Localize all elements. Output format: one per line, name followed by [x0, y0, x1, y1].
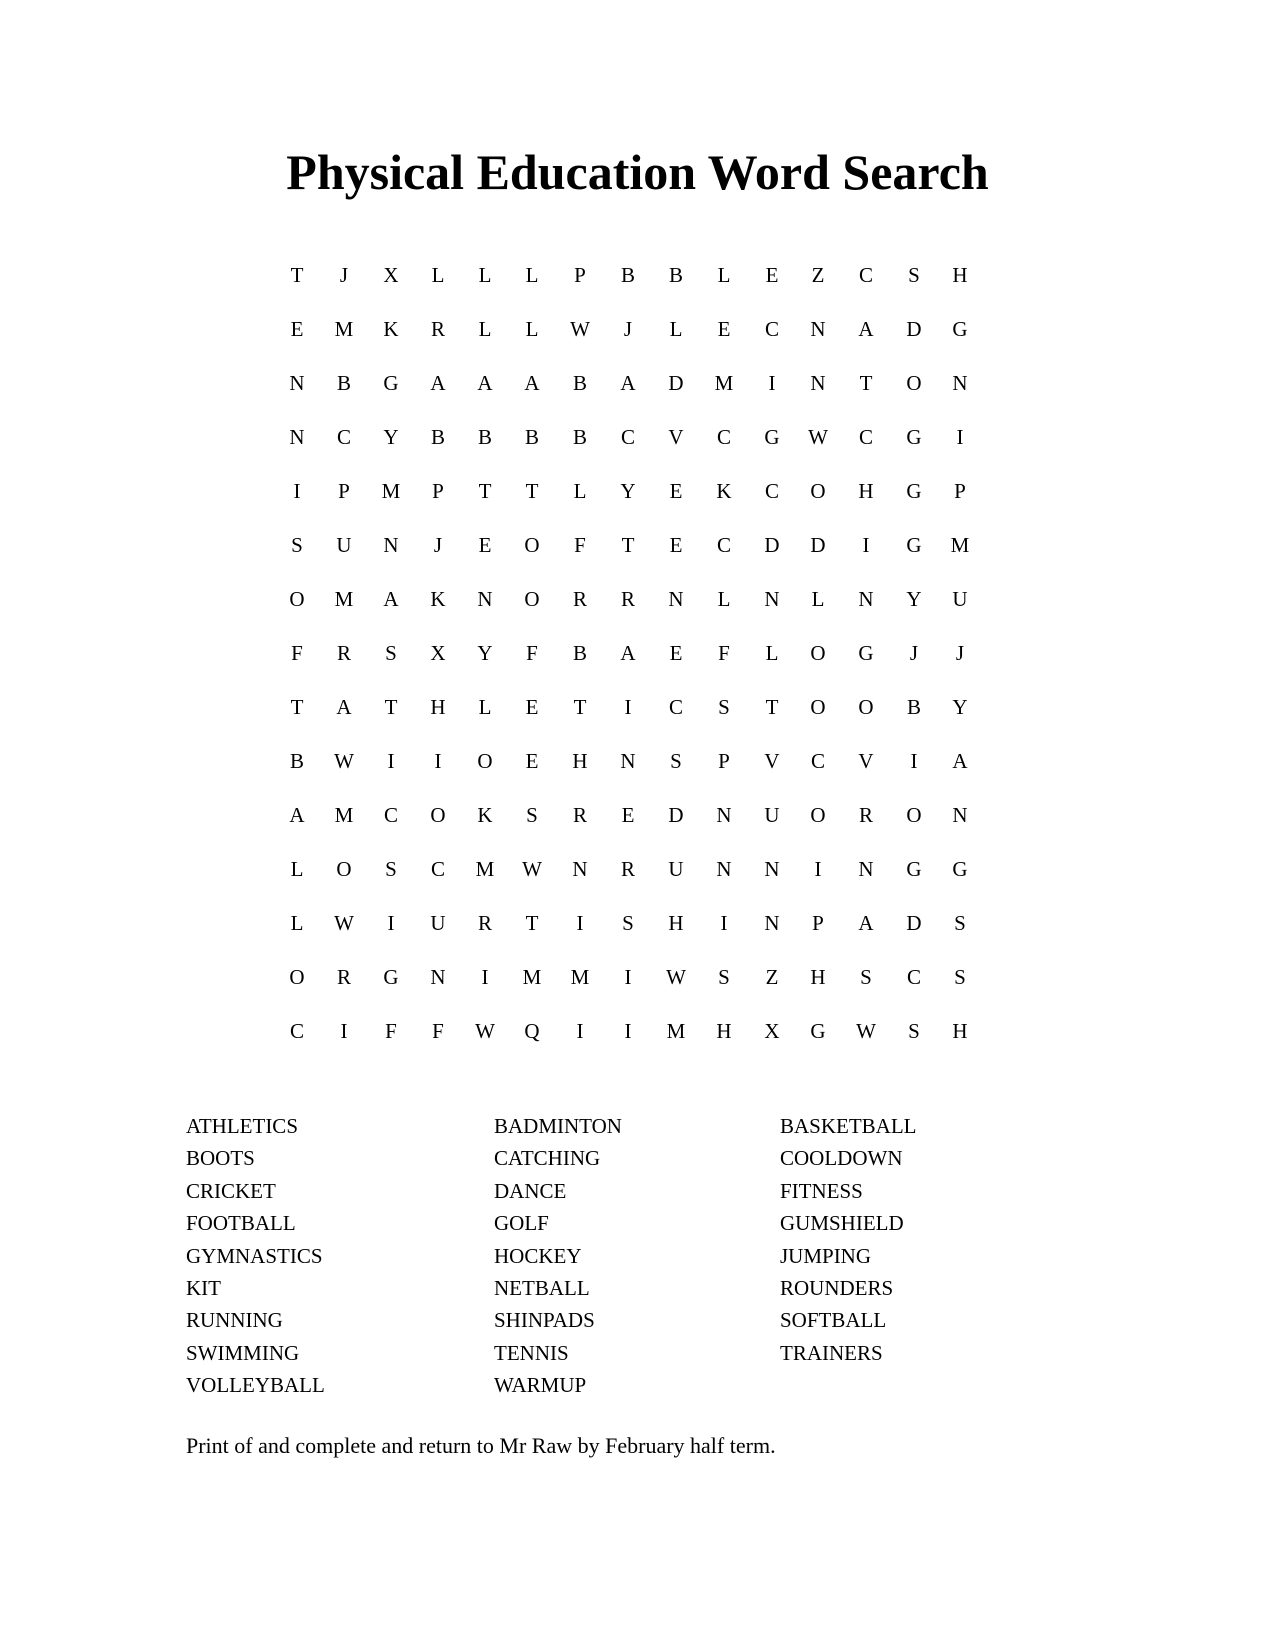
grid-letter[interactable]: G: [383, 371, 399, 395]
grid-letter[interactable]: P: [338, 479, 350, 503]
grid-letter[interactable]: G: [383, 965, 399, 989]
grid-letter[interactable]: N: [289, 425, 305, 449]
grid-letter[interactable]: N: [764, 857, 780, 881]
grid-letter[interactable]: R: [858, 803, 873, 827]
grid-letter[interactable]: C: [716, 533, 731, 557]
grid-letter[interactable]: C: [336, 425, 351, 449]
word-list-column-2: [494, 1110, 622, 1402]
grid-letter[interactable]: B: [572, 425, 587, 449]
grid-letter[interactable]: E: [525, 749, 539, 773]
grid-letter[interactable]: L: [478, 317, 492, 341]
grid-letter[interactable]: T: [290, 695, 304, 719]
grid-letter[interactable]: B: [477, 425, 492, 449]
grid-letter[interactable]: I: [387, 749, 395, 773]
grid-letter[interactable]: S: [908, 263, 920, 287]
grid-letter[interactable]: N: [620, 749, 636, 773]
grid-letter[interactable]: A: [336, 695, 352, 719]
grid-letter[interactable]: N: [764, 587, 780, 611]
grid-letter[interactable]: J: [433, 533, 443, 557]
grid-letter[interactable]: O: [810, 641, 826, 665]
grid-letter[interactable]: W: [666, 965, 686, 989]
grid-letter[interactable]: D: [668, 803, 684, 827]
grid-letter[interactable]: X: [383, 263, 399, 287]
word-list-item: HOCKEY: [494, 1243, 582, 1268]
grid-letter[interactable]: R: [620, 587, 635, 611]
grid-letter[interactable]: A: [620, 641, 636, 665]
grid-letter[interactable]: O: [289, 587, 305, 611]
grid-letter[interactable]: S: [718, 695, 730, 719]
word-list-item: TENNIS: [494, 1340, 569, 1365]
grid-letter[interactable]: L: [525, 317, 539, 341]
grid-letter[interactable]: V: [764, 749, 780, 773]
grid-letter[interactable]: Y: [906, 587, 922, 611]
grid-letter[interactable]: G: [906, 479, 922, 503]
grid-letter[interactable]: U: [952, 587, 968, 611]
grid-letter[interactable]: S: [860, 965, 872, 989]
grid-letter[interactable]: L: [717, 263, 731, 287]
grid-letter[interactable]: O: [906, 371, 922, 395]
grid-letter[interactable]: Z: [811, 263, 825, 287]
grid-letter[interactable]: D: [764, 533, 780, 557]
grid-letter[interactable]: F: [385, 1019, 397, 1043]
grid-letter[interactable]: H: [810, 965, 826, 989]
word-list-item: BOOTS: [186, 1146, 255, 1171]
grid-letter[interactable]: O: [524, 533, 540, 557]
grid-letter[interactable]: J: [339, 263, 349, 287]
grid-letter[interactable]: R: [572, 803, 587, 827]
grid-letter[interactable]: U: [430, 911, 446, 935]
grid-letter[interactable]: W: [856, 1019, 876, 1043]
grid-letter[interactable]: N: [716, 803, 732, 827]
grid-letter[interactable]: S: [385, 857, 397, 881]
grid-letter[interactable]: N: [572, 857, 588, 881]
grid-letter[interactable]: P: [718, 749, 730, 773]
word-list-item: COOLDOWN: [780, 1146, 903, 1171]
grid-letter[interactable]: W: [334, 749, 354, 773]
grid-letter[interactable]: M: [950, 533, 970, 557]
grid-letter[interactable]: O: [524, 587, 540, 611]
grid-letter[interactable]: D: [906, 317, 922, 341]
grid-letter[interactable]: A: [383, 587, 399, 611]
grid-letter[interactable]: L: [478, 695, 492, 719]
grid-letter[interactable]: E: [669, 641, 683, 665]
grid-letter[interactable]: F: [432, 1019, 444, 1043]
grid-letter[interactable]: N: [858, 587, 874, 611]
grid-letter[interactable]: M: [334, 803, 354, 827]
grid-letter[interactable]: S: [954, 911, 966, 935]
grid-letter[interactable]: L: [431, 263, 445, 287]
grid-letter[interactable]: C: [620, 425, 635, 449]
grid-letter[interactable]: Y: [952, 695, 968, 719]
grid-letter[interactable]: B: [336, 371, 351, 395]
grid-letter[interactable]: F: [291, 641, 303, 665]
grid-letter[interactable]: P: [954, 479, 966, 503]
grid-letter[interactable]: L: [290, 857, 304, 881]
grid-letter[interactable]: C: [668, 695, 683, 719]
grid-letter[interactable]: G: [764, 425, 780, 449]
grid-letter[interactable]: K: [430, 587, 446, 611]
grid-letter[interactable]: T: [573, 695, 587, 719]
grid-letter[interactable]: I: [340, 1019, 348, 1043]
grid-letter[interactable]: I: [387, 911, 395, 935]
grid-letter[interactable]: I: [293, 479, 301, 503]
grid-letter[interactable]: Y: [477, 641, 493, 665]
grid-letter[interactable]: H: [430, 695, 446, 719]
grid-letter[interactable]: N: [430, 965, 446, 989]
grid-letter[interactable]: B: [668, 263, 683, 287]
grid-letter[interactable]: W: [522, 857, 542, 881]
grid-letter[interactable]: H: [572, 749, 588, 773]
grid-letter[interactable]: A: [430, 371, 446, 395]
grid-letter[interactable]: S: [718, 965, 730, 989]
word-list-item: BASKETBALL: [780, 1114, 917, 1138]
grid-letter[interactable]: G: [906, 857, 922, 881]
word-list-item: RUNNING: [186, 1308, 283, 1333]
grid-letter[interactable]: P: [812, 911, 824, 935]
grid-letter[interactable]: K: [383, 317, 399, 341]
grid-letter[interactable]: S: [385, 641, 397, 665]
grid-letter[interactable]: I: [576, 911, 584, 935]
grid-letter[interactable]: M: [381, 479, 401, 503]
word-list-item: BADMINTON: [494, 1114, 622, 1138]
grid-letter[interactable]: Y: [383, 425, 399, 449]
grid-letter[interactable]: C: [383, 803, 398, 827]
grid-letter[interactable]: S: [954, 965, 966, 989]
word-list-item: ATHLETICS: [186, 1114, 298, 1138]
grid-letter[interactable]: M: [570, 965, 590, 989]
grid-letter[interactable]: O: [336, 857, 352, 881]
grid-letter[interactable]: N: [477, 587, 493, 611]
word-list-item: FITNESS: [780, 1178, 863, 1203]
grid-letter[interactable]: O: [430, 803, 446, 827]
grid-letter[interactable]: A: [477, 371, 493, 395]
grid-letter[interactable]: G: [810, 1019, 826, 1043]
word-list-item: VOLLEYBALL: [186, 1373, 325, 1398]
word-list-column-1: [186, 1110, 325, 1402]
grid-letter[interactable]: L: [525, 263, 539, 287]
grid-letter[interactable]: M: [714, 371, 734, 395]
grid-letter[interactable]: M: [334, 587, 354, 611]
grid-letter[interactable]: P: [574, 263, 586, 287]
word-list-item: SOFTBALL: [780, 1308, 887, 1333]
grid-letter[interactable]: I: [768, 371, 776, 395]
grid-letter[interactable]: W: [570, 317, 590, 341]
grid-letter[interactable]: F: [526, 641, 538, 665]
grid-letter[interactable]: W: [475, 1019, 495, 1043]
grid-letter[interactable]: E: [525, 695, 539, 719]
grid-letter[interactable]: C: [716, 425, 731, 449]
grid-letter[interactable]: T: [859, 371, 873, 395]
grid-letter[interactable]: C: [764, 479, 779, 503]
grid-letter[interactable]: U: [764, 803, 780, 827]
grid-letter[interactable]: T: [765, 695, 779, 719]
grid-letter[interactable]: C: [858, 263, 873, 287]
grid-letter[interactable]: I: [624, 1019, 632, 1043]
grid-letter[interactable]: N: [668, 587, 684, 611]
grid-letter[interactable]: D: [668, 371, 684, 395]
word-list-item: GOLF: [494, 1211, 549, 1236]
grid-letter[interactable]: M: [475, 857, 495, 881]
grid-letter[interactable]: E: [669, 479, 683, 503]
word-list-item: SWIMMING: [186, 1340, 300, 1365]
grid-letter[interactable]: T: [525, 911, 539, 935]
grid-letter[interactable]: V: [668, 425, 684, 449]
grid-letter[interactable]: S: [526, 803, 538, 827]
grid-letter[interactable]: H: [716, 1019, 732, 1043]
word-list-item: CRICKET: [186, 1178, 276, 1203]
word-list-item: ROUNDERS: [780, 1276, 894, 1301]
grid-letter[interactable]: T: [478, 479, 492, 503]
grid-letter[interactable]: D: [906, 911, 922, 935]
instructions-text: Print of and complete and return to Mr Raw by February half term.: [186, 1433, 776, 1458]
grid-letter[interactable]: C: [810, 749, 825, 773]
grid-letter[interactable]: I: [720, 911, 728, 935]
grid-letter[interactable]: E: [290, 317, 304, 341]
grid-letter[interactable]: R: [430, 317, 445, 341]
grid-letter[interactable]: T: [290, 263, 304, 287]
grid-letter[interactable]: M: [334, 317, 354, 341]
grid-letter[interactable]: L: [573, 479, 587, 503]
grid-letter[interactable]: I: [862, 533, 870, 557]
grid-letter[interactable]: R: [336, 965, 351, 989]
grid-letter[interactable]: A: [952, 749, 968, 773]
grid-letter[interactable]: L: [765, 641, 779, 665]
grid-letter[interactable]: G: [906, 425, 922, 449]
grid-letter[interactable]: O: [810, 479, 826, 503]
grid-letter[interactable]: B: [572, 641, 587, 665]
page-title: Physical Education Word Search: [286, 144, 989, 200]
grid-letter[interactable]: W: [808, 425, 828, 449]
grid-letter[interactable]: J: [623, 317, 633, 341]
grid-letter[interactable]: C: [764, 317, 779, 341]
word-list-item: SHINPADS: [494, 1308, 595, 1333]
word-list-item: CATCHING: [494, 1146, 601, 1171]
grid-letter[interactable]: N: [289, 371, 305, 395]
grid-letter[interactable]: C: [858, 425, 873, 449]
grid-letter[interactable]: G: [858, 641, 874, 665]
word-list-item: GYMNASTICS: [186, 1243, 323, 1268]
grid-letter[interactable]: G: [952, 857, 968, 881]
grid-letter[interactable]: I: [576, 1019, 584, 1043]
grid-letter[interactable]: U: [336, 533, 352, 557]
grid-letter[interactable]: M: [666, 1019, 686, 1043]
grid-letter[interactable]: C: [289, 1019, 304, 1043]
grid-letter[interactable]: J: [909, 641, 919, 665]
grid-letter[interactable]: B: [430, 425, 445, 449]
grid-letter[interactable]: A: [289, 803, 305, 827]
grid-letter[interactable]: P: [432, 479, 444, 503]
grid-letter[interactable]: N: [716, 857, 732, 881]
grid-letter[interactable]: A: [858, 317, 874, 341]
word-list-item: FOOTBALL: [186, 1211, 296, 1236]
grid-letter[interactable]: K: [477, 803, 493, 827]
grid-letter[interactable]: L: [478, 263, 492, 287]
grid-letter[interactable]: N: [810, 317, 826, 341]
grid-letter[interactable]: G: [952, 317, 968, 341]
word-list-item: TRAINERS: [780, 1340, 883, 1365]
grid-letter[interactable]: N: [383, 533, 399, 557]
grid-letter[interactable]: J: [955, 641, 965, 665]
grid-letter[interactable]: E: [669, 533, 683, 557]
grid-letter[interactable]: R: [620, 857, 635, 881]
grid-letter[interactable]: N: [858, 857, 874, 881]
grid-letter[interactable]: C: [906, 965, 921, 989]
grid-letter[interactable]: A: [620, 371, 636, 395]
grid-letter[interactable]: O: [477, 749, 493, 773]
grid-letter[interactable]: N: [952, 803, 968, 827]
grid-letter[interactable]: L: [811, 587, 825, 611]
grid-letter[interactable]: Q: [524, 1019, 540, 1043]
grid-letter[interactable]: G: [906, 533, 922, 557]
grid-letter[interactable]: E: [717, 317, 731, 341]
grid-letter[interactable]: E: [765, 263, 779, 287]
grid-letter[interactable]: I: [624, 965, 632, 989]
grid-letter[interactable]: B: [289, 749, 304, 773]
grid-letter[interactable]: O: [810, 803, 826, 827]
grid-letter[interactable]: O: [810, 695, 826, 719]
grid-letter[interactable]: A: [858, 911, 874, 935]
word-list-item: DANCE: [494, 1178, 567, 1203]
grid-letter[interactable]: I: [434, 749, 442, 773]
grid-letter[interactable]: N: [810, 371, 826, 395]
grid-letter[interactable]: I: [624, 695, 632, 719]
word-list-item: WARMUP: [494, 1373, 587, 1398]
grid-letter[interactable]: L: [290, 911, 304, 935]
grid-letter[interactable]: O: [858, 695, 874, 719]
grid-letter[interactable]: T: [525, 479, 539, 503]
grid-letter[interactable]: S: [670, 749, 682, 773]
grid-letter[interactable]: O: [906, 803, 922, 827]
grid-letter[interactable]: T: [384, 695, 398, 719]
grid-letter[interactable]: K: [716, 479, 732, 503]
grid-letter[interactable]: H: [952, 263, 968, 287]
grid-letter[interactable]: O: [289, 965, 305, 989]
word-list-column-3: [780, 1110, 917, 1369]
word-list-item: JUMPING: [780, 1243, 872, 1268]
grid-letter[interactable]: R: [477, 911, 492, 935]
grid-letter[interactable]: S: [622, 911, 634, 935]
grid-letter[interactable]: M: [522, 965, 542, 989]
grid-letter[interactable]: L: [717, 587, 731, 611]
grid-letter[interactable]: I: [956, 425, 964, 449]
grid-letter[interactable]: B: [524, 425, 539, 449]
word-list-item: GUMSHIELD: [780, 1211, 904, 1236]
grid-letter[interactable]: N: [952, 371, 968, 395]
grid-letter[interactable]: S: [291, 533, 303, 557]
grid-letter[interactable]: X: [764, 1019, 780, 1043]
grid-letter[interactable]: H: [858, 479, 874, 503]
grid-letter[interactable]: R: [572, 587, 587, 611]
grid-letter[interactable]: I: [481, 965, 489, 989]
grid-letter[interactable]: F: [574, 533, 586, 557]
grid-letter[interactable]: H: [952, 1019, 968, 1043]
grid-letter[interactable]: D: [810, 533, 826, 557]
grid-letter[interactable]: B: [620, 263, 635, 287]
grid-letter[interactable]: B: [906, 695, 921, 719]
grid-letter[interactable]: Z: [765, 965, 779, 989]
grid-letter[interactable]: C: [430, 857, 445, 881]
grid-letter[interactable]: R: [336, 641, 351, 665]
word-list-item: KIT: [186, 1276, 221, 1301]
grid-letter[interactable]: W: [334, 911, 354, 935]
grid-letter[interactable]: V: [858, 749, 874, 773]
grid-letter[interactable]: H: [668, 911, 684, 935]
grid-letter[interactable]: X: [430, 641, 446, 665]
grid-letter[interactable]: A: [524, 371, 540, 395]
grid-letter[interactable]: E: [478, 533, 492, 557]
grid-letter[interactable]: I: [910, 749, 918, 773]
grid-letter[interactable]: B: [572, 371, 587, 395]
word-list-item: NETBALL: [494, 1276, 590, 1301]
grid-letter[interactable]: E: [621, 803, 635, 827]
grid-letter[interactable]: L: [669, 317, 683, 341]
grid-letter[interactable]: T: [621, 533, 635, 557]
grid-letter[interactable]: U: [668, 857, 684, 881]
grid-letter[interactable]: I: [814, 857, 822, 881]
grid-letter[interactable]: N: [764, 911, 780, 935]
grid-letter[interactable]: Y: [620, 479, 636, 503]
grid-letter[interactable]: F: [718, 641, 730, 665]
grid-letter[interactable]: S: [908, 1019, 920, 1043]
